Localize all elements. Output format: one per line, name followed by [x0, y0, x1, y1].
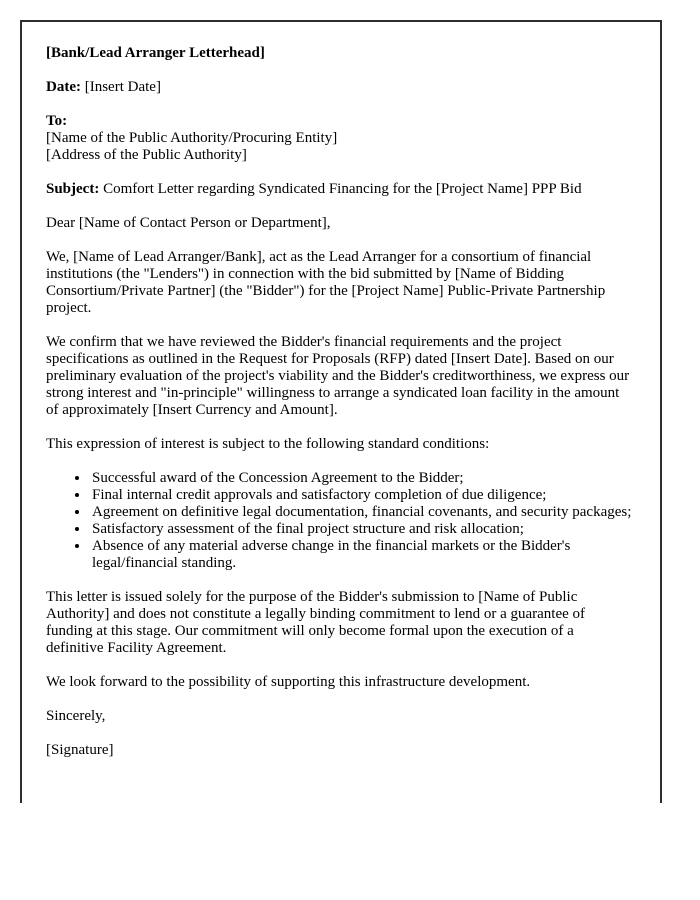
- recipient-address-placeholder: [Address of the Public Authority]: [46, 147, 247, 163]
- condition-item: • Satisfactory assessment of the final project structure and risk allocation;: [90, 521, 632, 538]
- conditions-list: [46, 470, 632, 572]
- letter-page: [20, 20, 662, 803]
- condition-item: • Successful award of the Concession Agreement to the Bidder;: [90, 470, 632, 487]
- body-paragraph: We, [Name of Lead Arranger/Bank], act as the Lead Arranger for a consortium of financial institutions (the "Lenders") in connection with the bid submitted by [Name of Bidding Consortium/Private Partner] (the "Bidder") for the [Project Name] Public-Private Partnership project.: [46, 249, 606, 316]
- subject-label: Subject:: [46, 181, 100, 197]
- date-label: Date:: [46, 79, 81, 95]
- condition-item: • Final internal credit approvals and satisfactory completion of due diligence;: [90, 487, 632, 504]
- conditions-intro: This expression of interest is subject to the following standard conditions:: [46, 436, 490, 452]
- condition-item: • Absence of any material adverse change in the financial markets or the Bidder's legal/financial standing.: [90, 538, 632, 572]
- salutation: Dear [Name of Contact Person or Department],: [46, 215, 331, 231]
- closing-paragraph: We look forward to the possibility of supporting this infrastructure development.: [46, 674, 531, 690]
- letterhead-placeholder: [Bank/Lead Arranger Letterhead]: [46, 45, 265, 61]
- subject-line: [46, 181, 632, 198]
- recipient-name-placeholder: [Name of the Public Authority/Procuring Entity]: [46, 130, 338, 146]
- subject-value: Comfort Letter regarding Syndicated Financing for the [Project Name] PPP Bid: [103, 181, 582, 197]
- sign-off: Sincerely,: [46, 708, 106, 724]
- recipient-block: [46, 113, 632, 164]
- condition-item: • Agreement on definitive legal documentation, financial covenants, and security packages;: [90, 504, 632, 521]
- signature-placeholder: [Signature]: [46, 742, 114, 758]
- date-line: [46, 79, 632, 96]
- date-value: [Insert Date]: [84, 79, 161, 95]
- to-label: To:: [46, 113, 68, 129]
- body-paragraph: We confirm that we have reviewed the Bidder's financial requirements and the project specifications as outlined in the Request for Proposals (RFP) dated [Insert Date]. Based on our preliminary evaluation of the project's viability and the Bidder's creditworthiness, we express our strong interest and "in-principle" willingness to arrange a syndicated loan facility in the amount of approximately [Insert Currency and Amount].: [46, 334, 630, 418]
- closing-paragraph: This letter is issued solely for the purpose of the Bidder's submission to [Name of Public Authority] and does not constitute a legally binding commitment to lend or a guarantee of funding at this stage. Our commitment will only become formal upon the execution of a definitive Facility Agreement.: [46, 589, 586, 656]
